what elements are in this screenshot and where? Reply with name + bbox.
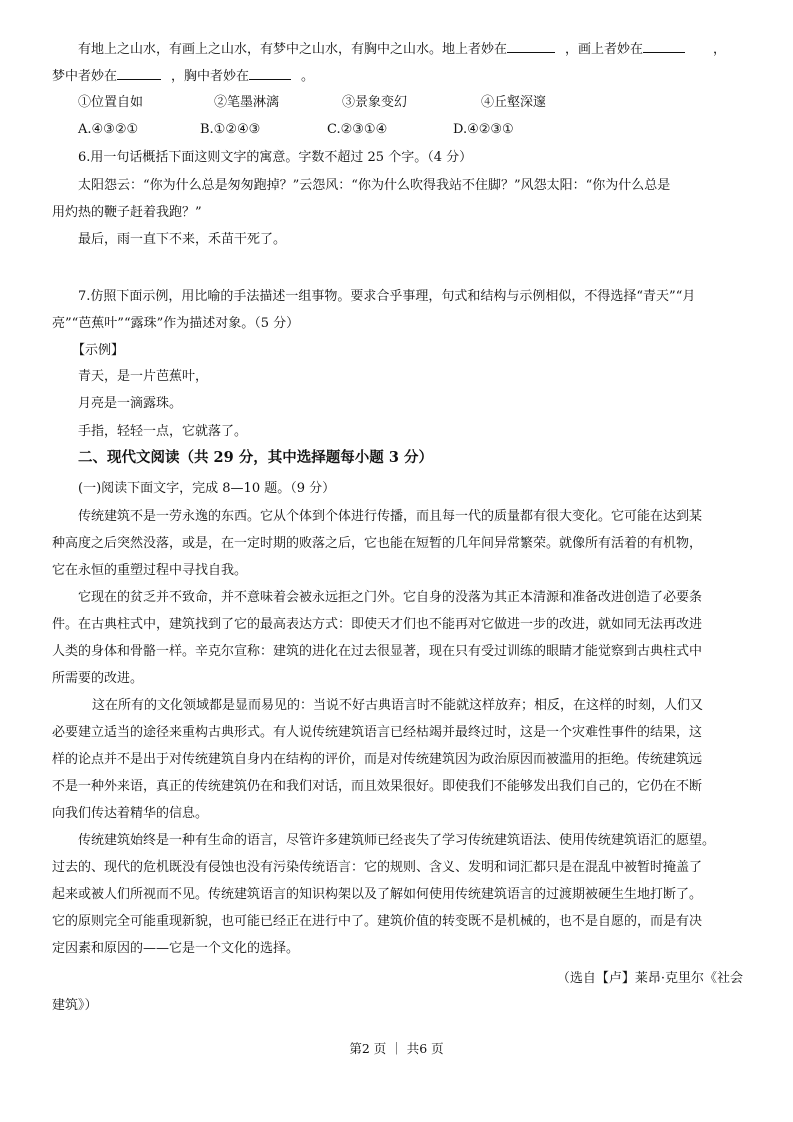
passage-line: 人类的身体和骨骼一样。辛克尔宣称：建筑的进化在过去很显著，现在只有受过训练的眼睛才能觉察到古典柱式中 xyxy=(52,644,703,659)
q5-option-d: D.④②③① xyxy=(453,122,514,137)
passage-line: 它的原则完全可能重现新貌，也可能已经正在进行中了。建筑价值的转变既不是机械的，也不是自愿的，而是有决 xyxy=(52,914,703,929)
q6-text-line: 太阳怨云：“你为什么总是匆匆跑掉？”云怨风：“你为什么吹得我站不住脚？”风怨太阳：“你为什么总是 xyxy=(78,178,671,193)
q5-line-1 xyxy=(52,40,726,58)
passage-line: 传统建筑不是一劳永逸的东西。它从个体到个体进行传播，而且每一代的质量都有很大变化。它可能在达到某 xyxy=(78,509,703,524)
blank-field xyxy=(249,67,291,80)
q5-text: 梦中者妙在 xyxy=(52,69,118,84)
passage-line: 过去的、现代的危机既没有侵蚀也没有污染传统语言：它的规则、含义、发明和词汇都只是在混乱中被暂时掩盖了 xyxy=(52,860,703,875)
passage-line: 这在所有的文化领域都是显而易见的：当说不好古典语言时不能就这样放弃；相反，在这样的时刻，人们又 xyxy=(92,698,704,713)
passage-line: 不是一种外来语，真正的传统建筑仍在和我们对话，而且效果很好。即使我们不能够发出我们自己的，它仍在不断 xyxy=(52,779,703,794)
source-citation-cont: 建筑》） xyxy=(52,998,98,1013)
q7-example-line: 青天，是一片芭蕉叶， xyxy=(78,369,209,384)
passage-line: 必要建立适当的途径来重构古典形式。有人说传统建筑语言已经枯竭并最终过时，这是一个灾难性事件的结果，这 xyxy=(52,725,703,740)
q5-option-c: C.②③①④ xyxy=(327,122,388,137)
section-heading: 二、现代文阅读（共 29 分，其中选择题每小题 3 分） xyxy=(78,449,433,466)
q5-line-2 xyxy=(52,67,314,85)
passage-line: 它在永恒的重塑过程中寻找自我。 xyxy=(52,563,248,578)
q7-example-line: 手指，轻轻一点，它就落了。 xyxy=(78,424,248,439)
q5-option-a: A.④③②① xyxy=(78,122,139,137)
passage-line: 起来或被人们所视而不见。传统建筑语言的知识构架以及了解如何使用传统建筑语言的过渡期被硬生生地打断了。 xyxy=(52,887,703,902)
q5-text: ，胸中者妙在 xyxy=(171,69,250,84)
passage-line: 种高度之后突然没落，或是，在一定时期的败落之后，它也能在短暂的几年间异常繁荣。就像所有活着的有机物， xyxy=(52,536,703,551)
source-citation: （选自【卢】莱昂·克里尔《社会 xyxy=(556,971,743,986)
passage-line: 向我们传达着精华的信息。 xyxy=(52,806,209,821)
blank-field xyxy=(117,67,161,80)
q7-example-label: 【示例】 xyxy=(72,343,125,358)
q5-option-b: B.①②④③ xyxy=(200,122,261,137)
q5-item-4: ④丘壑深邃 xyxy=(481,95,547,110)
q7-question: 7.仿照下面示例，用比喻的手法描述一组事物。要求合乎事理，句式和结构与示例相似，不得选择“青天”“月 xyxy=(78,289,696,304)
q5-item-2: ②笔墨淋漓 xyxy=(214,95,280,110)
q5-text: ，画上者妙在 xyxy=(565,42,644,57)
passage-line: 样的论点并不是出于对传统建筑自身内在结构的评价，而是对传统建筑因为政治原因而被滥用的拒绝。传统建筑远 xyxy=(52,752,703,767)
q5-item-3: ③景象变幻 xyxy=(342,95,408,110)
blank-field xyxy=(643,40,685,53)
blank-field xyxy=(507,40,555,53)
q7-question-cont: 亮”“芭蕉叶”“露珠”作为描述对象。（5 分） xyxy=(52,316,300,331)
passage-line: 所需要的改进。 xyxy=(52,671,144,686)
section-subheading: (一)阅读下面文字，完成 8—10 题。（9 分） xyxy=(78,481,336,496)
q5-text: ， xyxy=(713,42,727,57)
q6-text-line: 最后，雨一直下不来，禾苗干死了。 xyxy=(78,232,287,247)
passage-line: 它现在的贫乏并不致命，并不意味着会被永远拒之门外。它自身的没落为其正本清源和准备改进创造了必要条 xyxy=(78,590,703,605)
passage-line: 件。在古典柱式中，建筑找到了它的最高表达方式：即使天才们也不能再对它做进一步的改进，就如同无法再改进 xyxy=(52,617,703,632)
passage-line: 定因素和原因的——它是一个文化的选择。 xyxy=(52,941,300,956)
passage-line: 传统建筑始终是一种有生命的语言，尽管许多建筑师已经丧失了学习传统建筑语法、使用传统建筑语汇的愿望。 xyxy=(78,833,716,848)
q5-text: 。 xyxy=(301,69,315,84)
q6-text-line: 用灼热的鞭子赶着我跑？” xyxy=(52,205,202,220)
q6-question: 6.用一句话概括下面这则文字的寓意。字数不超过 25 个字。（4 分） xyxy=(78,150,473,165)
page-footer: 第2 页 ｜ 共6 页 xyxy=(349,1041,444,1056)
q5-item-1: ①位置自如 xyxy=(78,95,144,110)
q5-text: 有地上之山水，有画上之山水，有梦中之山水，有胸中之山水。地上者妙在 xyxy=(78,42,508,57)
q7-example-line: 月亮是一滴露珠。 xyxy=(78,396,183,411)
